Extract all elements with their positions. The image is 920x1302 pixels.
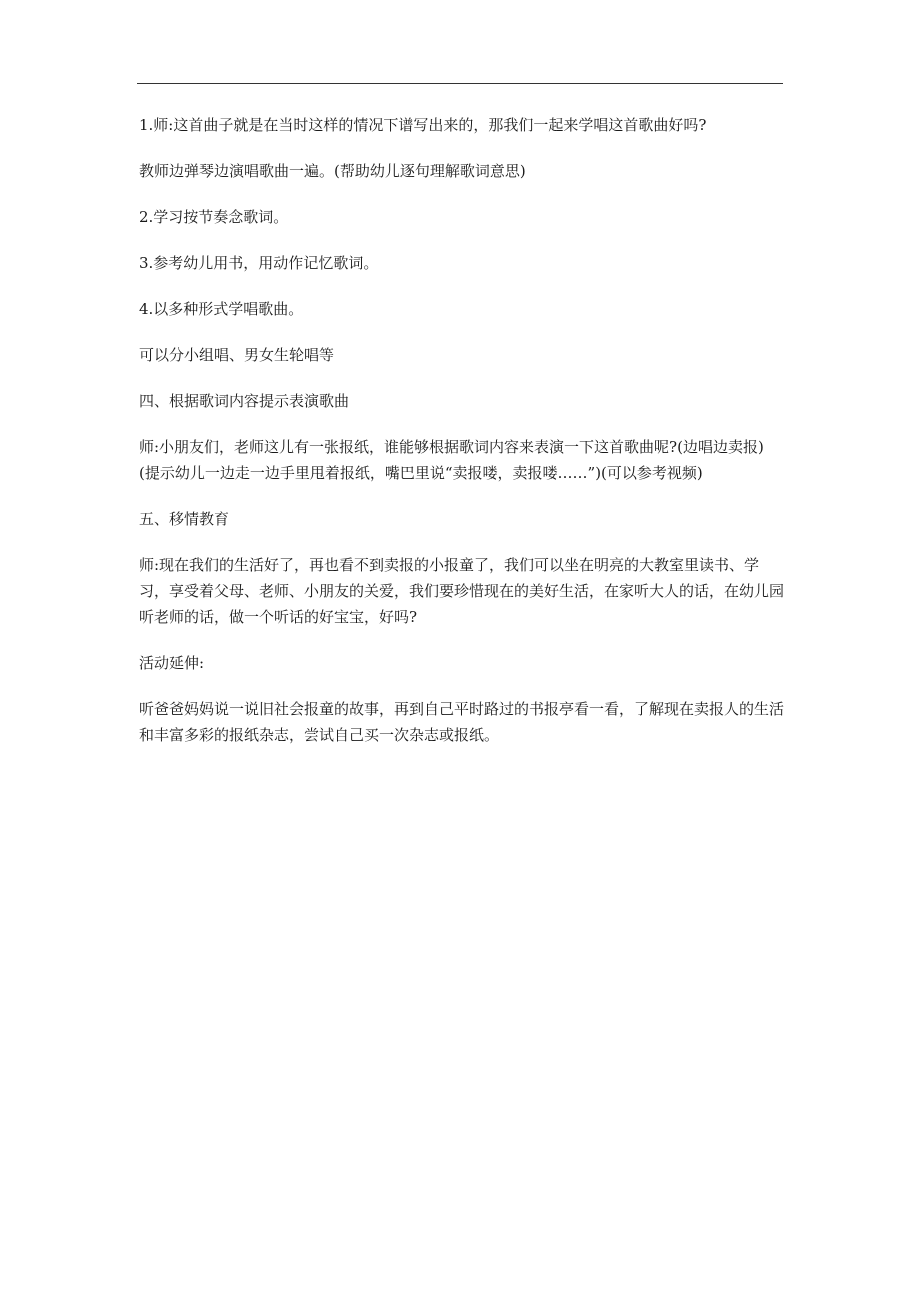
section-heading-5: 五、移情教育: [139, 510, 230, 528]
paragraph-step-4: 4.以多种形式学唱歌曲。: [139, 300, 304, 318]
paragraph-step-2: 2.学习按节奏念歌词。: [139, 208, 289, 226]
paragraph-step-1: 1.师:这首曲子就是在当时这样的情况下谱写出来的，那我们一起来学唱这首歌曲好吗?: [139, 116, 707, 134]
section-heading-4: 四、根据歌词内容提示表演歌曲: [139, 392, 350, 410]
paragraph-extension: 听爸爸妈妈说一说旧社会报童的故事，再到自己平时路过的书报亭看一看，了解现在卖报人的生活和丰富多彩的报纸杂志，尝试自己买一次杂志或报纸。: [139, 700, 785, 744]
paragraph-group-singing: 可以分小组唱、男女生轮唱等: [139, 346, 335, 364]
paragraph-empathy: 师:现在我们的生活好了，再也看不到卖报的小报童了，我们可以坐在明亮的大教室里读书、学习，享受着父母、老师、小朋友的关爱，我们要珍惜现在的美好生活，在家听大人的话，在幼儿园听老师的话，做一个听话的好宝宝，好吗?: [139, 556, 785, 626]
paragraph-teacher-demo: 教师边弹琴边演唱歌曲一遍。(帮助幼儿逐句理解歌词意思): [139, 162, 526, 180]
paragraph-performance: 师:小朋友们，老师这儿有一张报纸，谁能够根据歌词内容来表演一下这首歌曲呢?(边唱边卖报)(提示幼儿一边走一边手里甩着报纸，嘴巴里说“卖报喽，卖报喽……”)(可以参考视频): [139, 438, 764, 482]
activity-extension-heading: 活动延伸:: [139, 654, 205, 672]
document-body: [139, 112, 784, 768]
header-rule: [137, 83, 783, 84]
paragraph-step-3: 3.参考幼儿用书，用动作记忆歌词。: [139, 254, 379, 272]
